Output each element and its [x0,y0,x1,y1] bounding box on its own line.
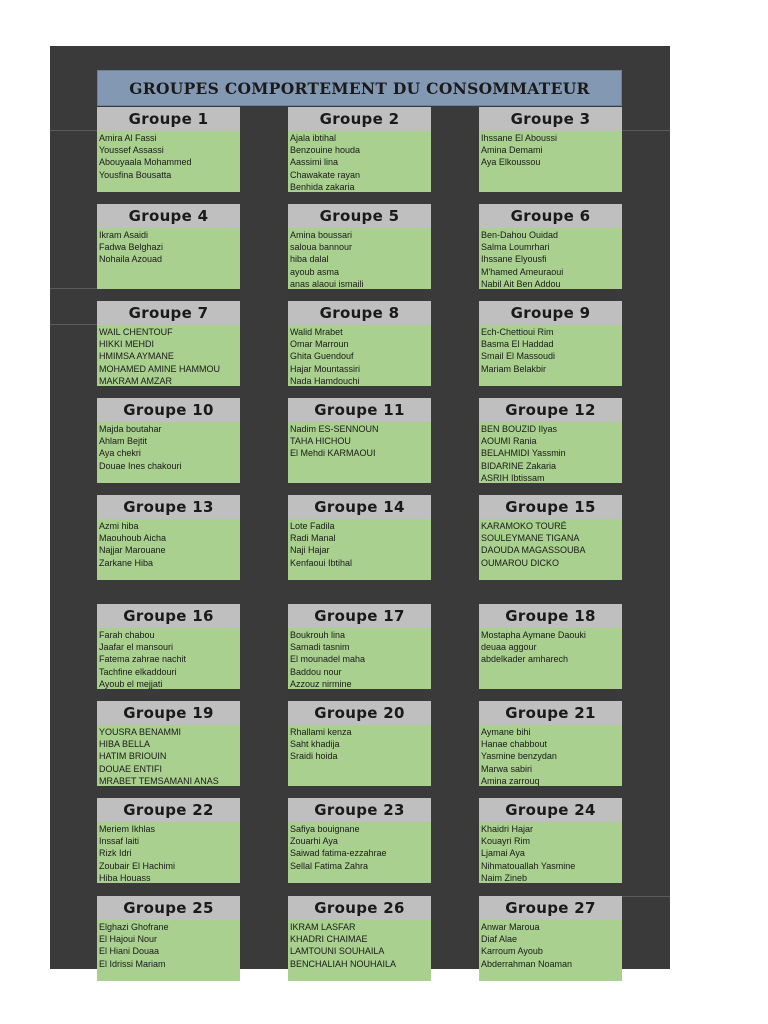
member-name: Rhallami kenza [290,727,352,737]
member-name: Boukrouh lina [290,630,346,640]
group-title: Groupe 16 [97,604,240,628]
member-name: Nada Hamdouchi [290,375,360,386]
group-card [288,107,431,192]
group-title: Groupe 21 [479,701,622,725]
member-name: Samadi tasnim [290,642,350,653]
member-name: Chawakate rayan [290,169,361,180]
group-card [479,604,622,689]
member-name: Hanae chabbout [481,739,548,750]
member-name: Saiwad fatima-ezzahrae [290,848,387,859]
group-members [288,325,431,386]
group-card [97,701,240,786]
member-name: MRABET TEMSAMANI ANAS [99,775,219,786]
member-name: TAHA HICHOU [290,436,351,447]
member-name: deuaa aggour [481,642,537,653]
member-name: El Hajoui Nour [99,934,158,945]
member-name: HATIM BRIOUIN [99,751,167,762]
group-members [97,822,240,883]
member-name: Benhida zakaria [290,181,355,192]
member-name: Ben-Dahou Ouidad [481,230,559,240]
member-name: abdelkader amharech [481,654,569,665]
member-name: Salma Loumrhari [481,242,550,253]
member-name: Inssaf laiti [99,836,140,847]
group-card [97,896,240,981]
group-members [288,131,431,192]
member-name: Abouyaala Mohammed [99,157,192,168]
member-name: LAMTOUNI SOUHAILA [290,946,385,957]
group-title: Groupe 2 [288,107,431,131]
group-members [288,519,431,580]
member-name: OUMAROU DICKO [481,557,560,568]
group-title: Groupe 4 [97,204,240,228]
group-card [288,495,431,580]
member-name: KARAMOKO TOURÉ [481,521,567,531]
member-name: Omar Marroun [290,339,349,350]
group-title: Groupe 14 [288,495,431,519]
member-name: Amina boussari [290,230,353,240]
group-members [479,725,622,786]
group-card [288,896,431,981]
member-name: Ihssane El Aboussi [481,133,558,143]
member-name: WAIL CHENTOUF [99,327,173,337]
member-name: El Mehdi KARMAOUI [290,448,376,459]
member-name: YOUSRA BENAMMI [99,727,182,737]
group-members [97,519,240,580]
group-title: Groupe 15 [479,495,622,519]
group-title: Groupe 25 [97,896,240,920]
member-name: Azzouz nirmine [290,678,352,689]
group-members [97,131,240,192]
member-name: M'hamed Ameuraoui [481,266,564,277]
member-name: Kenfaoui Ibtihal [290,557,353,568]
group-members [97,920,240,981]
group-members [479,131,622,192]
group-card [288,398,431,483]
member-name: HIBA BELLA [99,739,151,750]
member-name: Hiba Houass [99,872,151,883]
member-name: anas alaoui ismaili [290,278,364,289]
group-title: Groupe 22 [97,798,240,822]
group-members [288,822,431,883]
member-name: Fatema zahrae nachit [99,654,187,665]
member-name: Ihssane Elyousfi [481,254,547,265]
group-title: Groupe 3 [479,107,622,131]
group-members [479,920,622,981]
group-card [288,204,431,289]
member-name: Amina zarrouq [481,775,540,786]
member-name: Saht khadija [290,739,340,750]
member-name: Diaf Alae [481,934,518,945]
member-name: Baddou nour [290,666,342,677]
member-name: BELAHMIDI Yassmin [481,448,566,459]
member-name: Nohaila Azouad [99,254,163,265]
group-title: Groupe 6 [479,204,622,228]
group-card [97,398,240,483]
group-members [288,725,431,786]
member-name: Aya chekri [99,448,141,459]
group-title: Groupe 20 [288,701,431,725]
group-members [288,628,431,689]
group-title: Groupe 23 [288,798,431,822]
group-card [97,301,240,386]
group-card [479,896,622,981]
member-name: HIKKI MEHDI [99,339,155,350]
group-title: Groupe 27 [479,896,622,920]
group-title: Groupe 9 [479,301,622,325]
group-card [288,604,431,689]
member-name: El Idrissi Mariam [99,958,166,969]
member-name: MOHAMED AMINE HAMMOU [99,363,221,374]
member-name: Aassimi lina [290,157,339,168]
group-members [479,228,622,289]
group-title: Groupe 8 [288,301,431,325]
member-name: DOUAE ENTIFI [99,763,163,774]
member-name: HMIMSA AYMANE [99,351,174,362]
member-name: Jaafar el mansouri [99,642,174,653]
member-name: Smail El Massoudi [481,351,556,362]
member-name: El mounadel maha [290,654,366,665]
member-name: Ljamai Aya [481,848,525,859]
member-name: Naim Zineb [481,872,528,883]
group-title: Groupe 17 [288,604,431,628]
group-title: Groupe 5 [288,204,431,228]
member-name: Basma El Haddad [481,339,554,350]
member-name: saloua bannour [290,242,353,253]
group-card [97,798,240,883]
group-card [479,301,622,386]
member-name: BENCHALIAH NOUHAILA [290,958,397,969]
member-name: Mostapha Aymane Daouki [481,630,586,640]
member-name: Tachfine elkaddouri [99,666,177,677]
member-name: Ajala ibtihal [290,133,337,143]
group-title: Groupe 1 [97,107,240,131]
group-title: Groupe 7 [97,301,240,325]
member-name: ASRIH Ibtissam [481,472,545,483]
group-members [97,325,240,386]
member-name: Sraidi hoida [290,751,338,762]
member-name: Benzouine houda [290,145,361,156]
group-card [97,495,240,580]
group-title: Groupe 12 [479,398,622,422]
member-name: Rizk Idri [99,848,132,859]
member-name: Ikram Asaidi [99,230,149,240]
group-title: Groupe 24 [479,798,622,822]
member-name: Ahlam Bejtit [99,436,148,447]
member-name: Kouayri Rim [481,836,531,847]
member-name: Zoubair El Hachimi [99,860,176,871]
group-members [97,422,240,483]
group-title: Groupe 10 [97,398,240,422]
grid-line [622,896,670,897]
member-name: Khaidri Hajar [481,824,534,834]
group-members [479,519,622,580]
member-name: Douae Ines chakouri [99,460,182,471]
grid-line [50,288,97,289]
group-members [288,228,431,289]
group-title: Groupe 11 [288,398,431,422]
group-members [288,920,431,981]
member-name: Zarkane Hiba [99,557,154,568]
member-name: Ghita Guendouf [290,351,354,362]
member-name: SOULEYMANE TIGANA [481,533,580,544]
group-members [479,822,622,883]
grid-line [622,130,670,131]
member-name: Majda boutahar [99,424,162,434]
group-members [97,725,240,786]
group-card [97,604,240,689]
member-name: Nabil Ait Ben Addou [481,278,561,289]
member-name: IKRAM LASFAR [290,922,356,932]
group-members [288,422,431,483]
member-name: Zouarhi Aya [290,836,338,847]
member-name: Sellal Fatima Zahra [290,860,369,871]
group-title: Groupe 13 [97,495,240,519]
group-members [479,422,622,483]
group-members [97,228,240,289]
member-name: Youssef Assassi [99,145,164,156]
member-name: Abderrahman Noaman [481,958,573,969]
member-name: Hajar Mountassiri [290,363,361,374]
member-name: Fadwa Belghazi [99,242,164,253]
member-name: Mariam Belakbir [481,363,547,374]
member-name: Safiya bouignane [290,824,360,834]
group-card [288,798,431,883]
member-name: Marwa sabiri [481,763,533,774]
group-card [479,398,622,483]
member-name: Aymane bihi [481,727,531,737]
member-name: BEN BOUZID Ilyas [481,424,558,434]
group-members [97,628,240,689]
group-members [479,325,622,386]
member-name: hiba dalal [290,254,329,265]
member-name: Maouhoub Aicha [99,533,167,544]
member-name: Najjar Marouane [99,545,166,556]
member-name: Amira Al Fassi [99,133,157,143]
page-title: GROUPES COMPORTEMENT DU CONSOMMATEUR [97,70,622,106]
member-name: Naji Hajar [290,545,330,556]
group-card [288,301,431,386]
member-name: Radi Manal [290,533,336,544]
member-name: Karroum Ayoub [481,946,543,957]
member-name: DAOUDA MAGASSOUBA [481,545,586,556]
member-name: BIDARINE Zakaria [481,460,557,471]
group-title: Groupe 18 [479,604,622,628]
group-card [479,701,622,786]
group-card [479,798,622,883]
member-name: Yousfina Bousatta [99,169,172,180]
grid-line [50,324,97,325]
member-name: Yasmine benzydan [481,751,557,762]
member-name: Nadim ES-SENNOUN [290,424,379,434]
member-name: Elghazi Ghofrane [99,922,169,932]
group-card [479,204,622,289]
member-name: Meriem Ikhlas [99,824,156,834]
group-card [288,701,431,786]
member-name: ayoub asma [290,266,340,277]
member-name: AOUMI Rania [481,436,537,447]
member-name: KHADRI CHAIMAE [290,934,368,945]
group-members [479,628,622,689]
grid-line [50,130,97,131]
group-title: Groupe 19 [97,701,240,725]
member-name: Nihmatouallah Yasmine [481,860,576,871]
member-name: Lote Fadila [290,521,335,531]
group-card [97,204,240,289]
member-name: Anwar Maroua [481,922,540,932]
member-name: Azmi hiba [99,521,139,531]
member-name: Aya Elkoussou [481,157,541,168]
group-card [479,107,622,192]
member-name: Farah chabou [99,630,155,640]
member-name: Ayoub el mejjati [99,678,163,689]
member-name: El Hiani Douaa [99,946,160,957]
group-card [97,107,240,192]
group-card [479,495,622,580]
member-name: MAKRAM AMZAR [99,375,173,386]
group-title: Groupe 26 [288,896,431,920]
member-name: Walid Mrabet [290,327,343,337]
member-name: Amina Demami [481,145,543,156]
member-name: Ech-Chettioui Rim [481,327,554,337]
